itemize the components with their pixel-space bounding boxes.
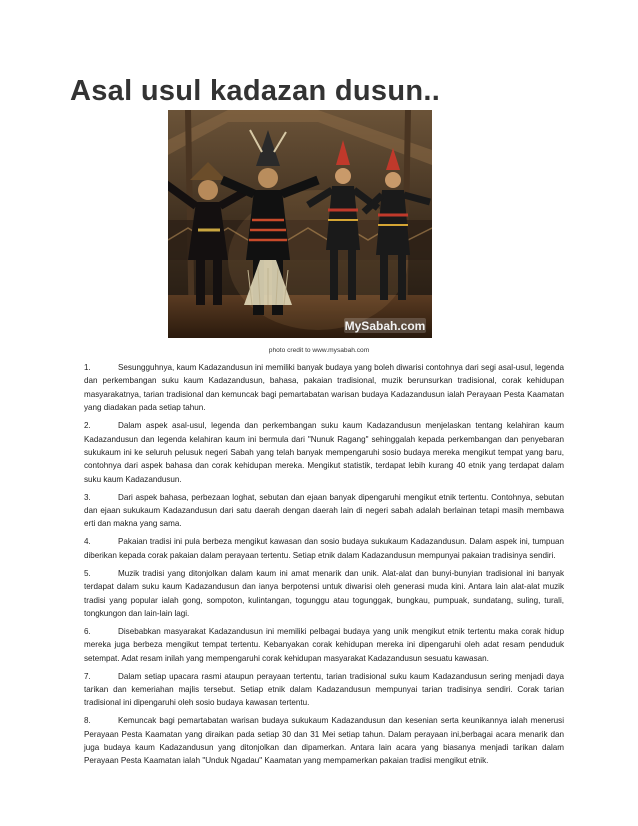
paragraph-text: Kemuncak bagi pemartabatan warisan budaya sukukaum Kadazandusun dan kesenian serta keunikannya ialah menerusi Perayaan Pesta Kaamatan yang diraikan pada setiap 30 dan 31 Mei setiap tahun. Dalam perayaan ini,berbagai acara menarik dan juga budaya kaum Kadazandusun yang ditonjolkan dan dipamerkan. Antara lain acara yang biasanya menjadi tarikan dalam Perayaan Pesta Kaamatan ialah "Unduk Ngadau" Kaamatan yang mempamerkan pakaian tradisi mengikut etnik. xyxy=(84,716,564,766)
paragraph-number: 2. xyxy=(84,421,91,431)
page-title: Asal usul kadazan dusun.. xyxy=(70,75,441,107)
paragraph-number: 1. xyxy=(84,363,91,372)
svg-text:MySabah.com: MySabah.com xyxy=(344,319,426,333)
paragraph-text: Dalam setiap upacara rasmi ataupun perayaan tertentu, tarian tradisional suku kaum Kadazandusun sering menjadi daya tarikan dan kemeriahan majlis tersebut. Setiap etnik dalam Kadazandusun mempunyai tarian tradisinya sendiri. Corak tarian tradisional ini dipengaruhi oleh sosio budaya kawasan tertentu. xyxy=(84,671,564,708)
paragraph-number: 8. xyxy=(84,716,91,726)
dance-photo xyxy=(168,110,432,338)
paragraph-text: Muzik tradisi yang ditonjolkan dalam kaum ini amat menarik dan unik. Alat-alat dan bunyi-bunyian tradisional ini banyak terdapat dalam suku kaum Kadazandusun dan ianya berpotensi untuk diwarisi oleh generasi muda kini. Antara lain alat-alat muzik tradisi yang popular ialah gong, sompoton, kulintangan, togunggu atau togunggak, bungkau, pumpuak, sundatang, suling, turali, tongkungon dan lain-lain lagi. xyxy=(84,568,564,618)
photo-watermark xyxy=(344,318,426,333)
paragraph xyxy=(84,535,564,562)
paragraph-text: Dalam aspek asal-usul, legenda dan perkembangan suku kaum Kadazandusun menjelaskan tentang kelahiran kaum Kadazandusun dan legenda kelahiran kaum ini bermula dari "Nunuk Ragang" sehinggalah kepada perkembangan dan penyebaran sukukaum ini ke seluruh pelusuk negeri Sabah yang telah banyak mempengaruhi sosio budaya mereka mengikut tempat yang baru, contohnya dari aspek bahasa dan corak kehidupan mereka. Mengikut statistik, terdapat lebih kurang 40 etnik yang terdapat dalam suku kaum Kadazandusun. xyxy=(84,421,564,484)
paragraph-text: Dari aspek bahasa, perbezaan loghat, sebutan dan ejaan banyak dipengaruhi mengikut etnik tertentu. Contohnya, sebutan dan ejaan sukukaum Kadazandusun dari satu daerah dengan daerah lain di negeri sabah adalah berlainan tetapi masih membawa erti dan makna yang sama. xyxy=(84,492,564,529)
paragraph xyxy=(84,361,564,415)
paragraph xyxy=(84,567,564,621)
paragraph xyxy=(84,419,564,486)
paragraph-number: 7. xyxy=(84,671,91,681)
paragraph-number: 3. xyxy=(84,492,91,502)
paragraph xyxy=(84,670,564,710)
paragraph-number: 6. xyxy=(84,626,91,636)
paragraph-number: 5. xyxy=(84,568,91,578)
paragraph-text: Sesungguhnya, kaum Kadazandusun ini memiliki banyak budaya yang boleh diwarisi contohnya dari segi asal-usul, legenda dan perkembangan suku kaum Kadazandusun, bahasa, pakaian tradisional, muzik berunsurkan tradisional, corak kehidupan masyarakatnya, tarian tradisional dan kemuncak bagi pemartabatan warisan budaya Kadazandusun ialah Perayaan Pesta Kaamatan yang diadakan pada setiap tahun. xyxy=(84,363,564,413)
paragraph xyxy=(84,625,564,665)
paragraph-text: Pakaian tradisi ini pula berbeza mengikut kawasan dan sosio budaya sukukaum Kadazandusun. Dalam aspek ini, tumpuan diberikan kepada corak pakaian dalam perayaan tertentu. Setiap etnik dalam Kadazandusun mempunyai pakaian tradisinya sendiri. xyxy=(84,537,564,560)
paragraph-text: Disebabkan masyarakat Kadazandusun ini memiliki pelbagai budaya yang unik mengikut etnik tertentu maka corak hidup mereka juga berbeza mengikut tempat tertentu. Kebanyakan corak kehidupan mereka ini dipengaruhi oleh adat resam penduduk setempat. Adat resam inilah yang mempengaruhi corak kehidupan masyarakat Kadazandusun sesuatu kawasan. xyxy=(84,626,564,663)
paragraph-number: 4. xyxy=(84,537,91,547)
paragraph xyxy=(84,714,564,768)
photo-caption: photo credit to www.mysabah.com xyxy=(268,347,370,354)
paragraph xyxy=(84,491,564,531)
article-body xyxy=(84,361,564,772)
